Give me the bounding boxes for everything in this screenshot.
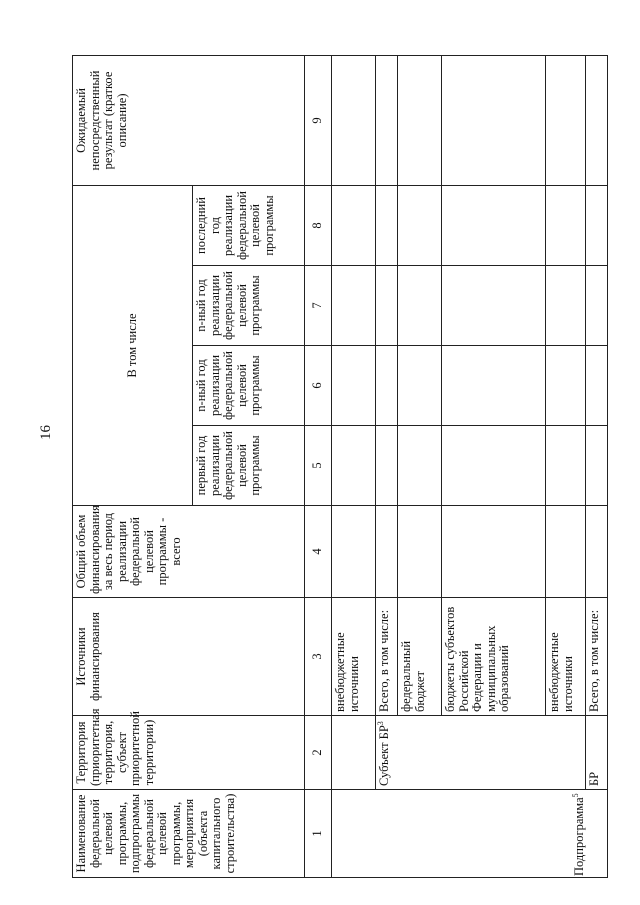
- table-cell: [332, 346, 376, 426]
- table-cell: [546, 426, 586, 506]
- source-cell: внебюджетные источники: [546, 598, 586, 716]
- col-number-6: 6: [305, 346, 332, 426]
- col-number-3: 3: [305, 598, 332, 716]
- source-cell: Всего, в том числе:: [376, 598, 398, 716]
- financing-table-sheet: [72, 56, 608, 878]
- table-cell: [398, 56, 442, 186]
- table-cell: [398, 186, 442, 266]
- header-col-1: Наименование федеральной целевой программы, подпрограммы федеральной целевой программы, мероприятия (объекта капитального строительства): [73, 790, 305, 878]
- col-number-1: 1: [305, 790, 332, 878]
- table-row: [376, 56, 398, 878]
- header-col-9: Ожидаемый непосредственный результат (краткое описание): [73, 56, 305, 186]
- col-number-8: 8: [305, 186, 332, 266]
- table-cell: [332, 506, 376, 598]
- table-cell: [442, 506, 546, 598]
- table-cell: [546, 56, 586, 186]
- header-col-8: последний год реализации федеральной целевой программы: [193, 186, 305, 266]
- table-cell: [586, 426, 608, 506]
- table-cell: [398, 506, 442, 598]
- source-cell: бюджеты субъектов Российской Федерации и муниципальных образований: [442, 598, 546, 716]
- table-cell: [546, 266, 586, 346]
- header-col-6: n-ный год реализации федеральной целевой программы: [193, 346, 305, 426]
- financing-table: [72, 55, 608, 878]
- table-cell: [376, 426, 398, 506]
- table-row: [332, 56, 376, 878]
- table-cell: [546, 346, 586, 426]
- table-cell: [376, 186, 398, 266]
- table-cell: [332, 186, 376, 266]
- header-row-1: [73, 56, 193, 878]
- source-cell: внебюджетные источники: [332, 598, 376, 716]
- table-cell: [586, 266, 608, 346]
- column-numbers-row: [305, 56, 332, 878]
- table-cell: [442, 56, 546, 186]
- table-cell: [586, 56, 608, 186]
- table-cell: [332, 266, 376, 346]
- header-col-4: Общий объем финансирования за весь период реализации федеральной целевой программы - всего: [73, 506, 305, 598]
- header-col-7: n-ный год реализации федеральной целевой программы: [193, 266, 305, 346]
- table-cell: [332, 56, 376, 186]
- table-cell: [332, 716, 376, 790]
- table-cell: [376, 56, 398, 186]
- subprogram-territory-cell: БР: [586, 716, 608, 790]
- table-cell: [376, 346, 398, 426]
- table-cell: [376, 506, 398, 598]
- col-number-9: 9: [305, 56, 332, 186]
- table-cell: [376, 266, 398, 346]
- header-col-5: первый год реализации федеральной целевой программы: [193, 426, 305, 506]
- table-cell: [586, 186, 608, 266]
- table-cell: [398, 266, 442, 346]
- header-col-2: Территория (приоритетная территория, субъект приоритетной территории): [73, 716, 305, 790]
- col-number-7: 7: [305, 266, 332, 346]
- header-in-total: В том числе: [73, 186, 193, 506]
- table-cell: [586, 346, 608, 426]
- table-cell: [586, 506, 608, 598]
- table-cell: [546, 186, 586, 266]
- table-cell: [442, 266, 546, 346]
- table-row: [586, 56, 608, 878]
- table-cell: [398, 426, 442, 506]
- table-cell: [442, 346, 546, 426]
- table-cell: [546, 506, 586, 598]
- table-cell: [332, 790, 608, 878]
- table-cell: [442, 426, 546, 506]
- page-number: 16: [38, 425, 54, 440]
- table-cell: [398, 346, 442, 426]
- table-cell: [442, 186, 546, 266]
- col-number-5: 5: [305, 426, 332, 506]
- col-number-2: 2: [305, 716, 332, 790]
- source-cell: Всего, в том числе:: [586, 598, 608, 716]
- header-col-3: Источники финансирования: [73, 598, 305, 716]
- col-number-4: 4: [305, 506, 332, 598]
- subject-cell: Субъект $БР^3$: [376, 716, 586, 790]
- subprogram-label: Подпрограмма$^5$: [570, 793, 586, 876]
- source-cell: федеральный бюджет: [398, 598, 442, 716]
- table-cell: [332, 426, 376, 506]
